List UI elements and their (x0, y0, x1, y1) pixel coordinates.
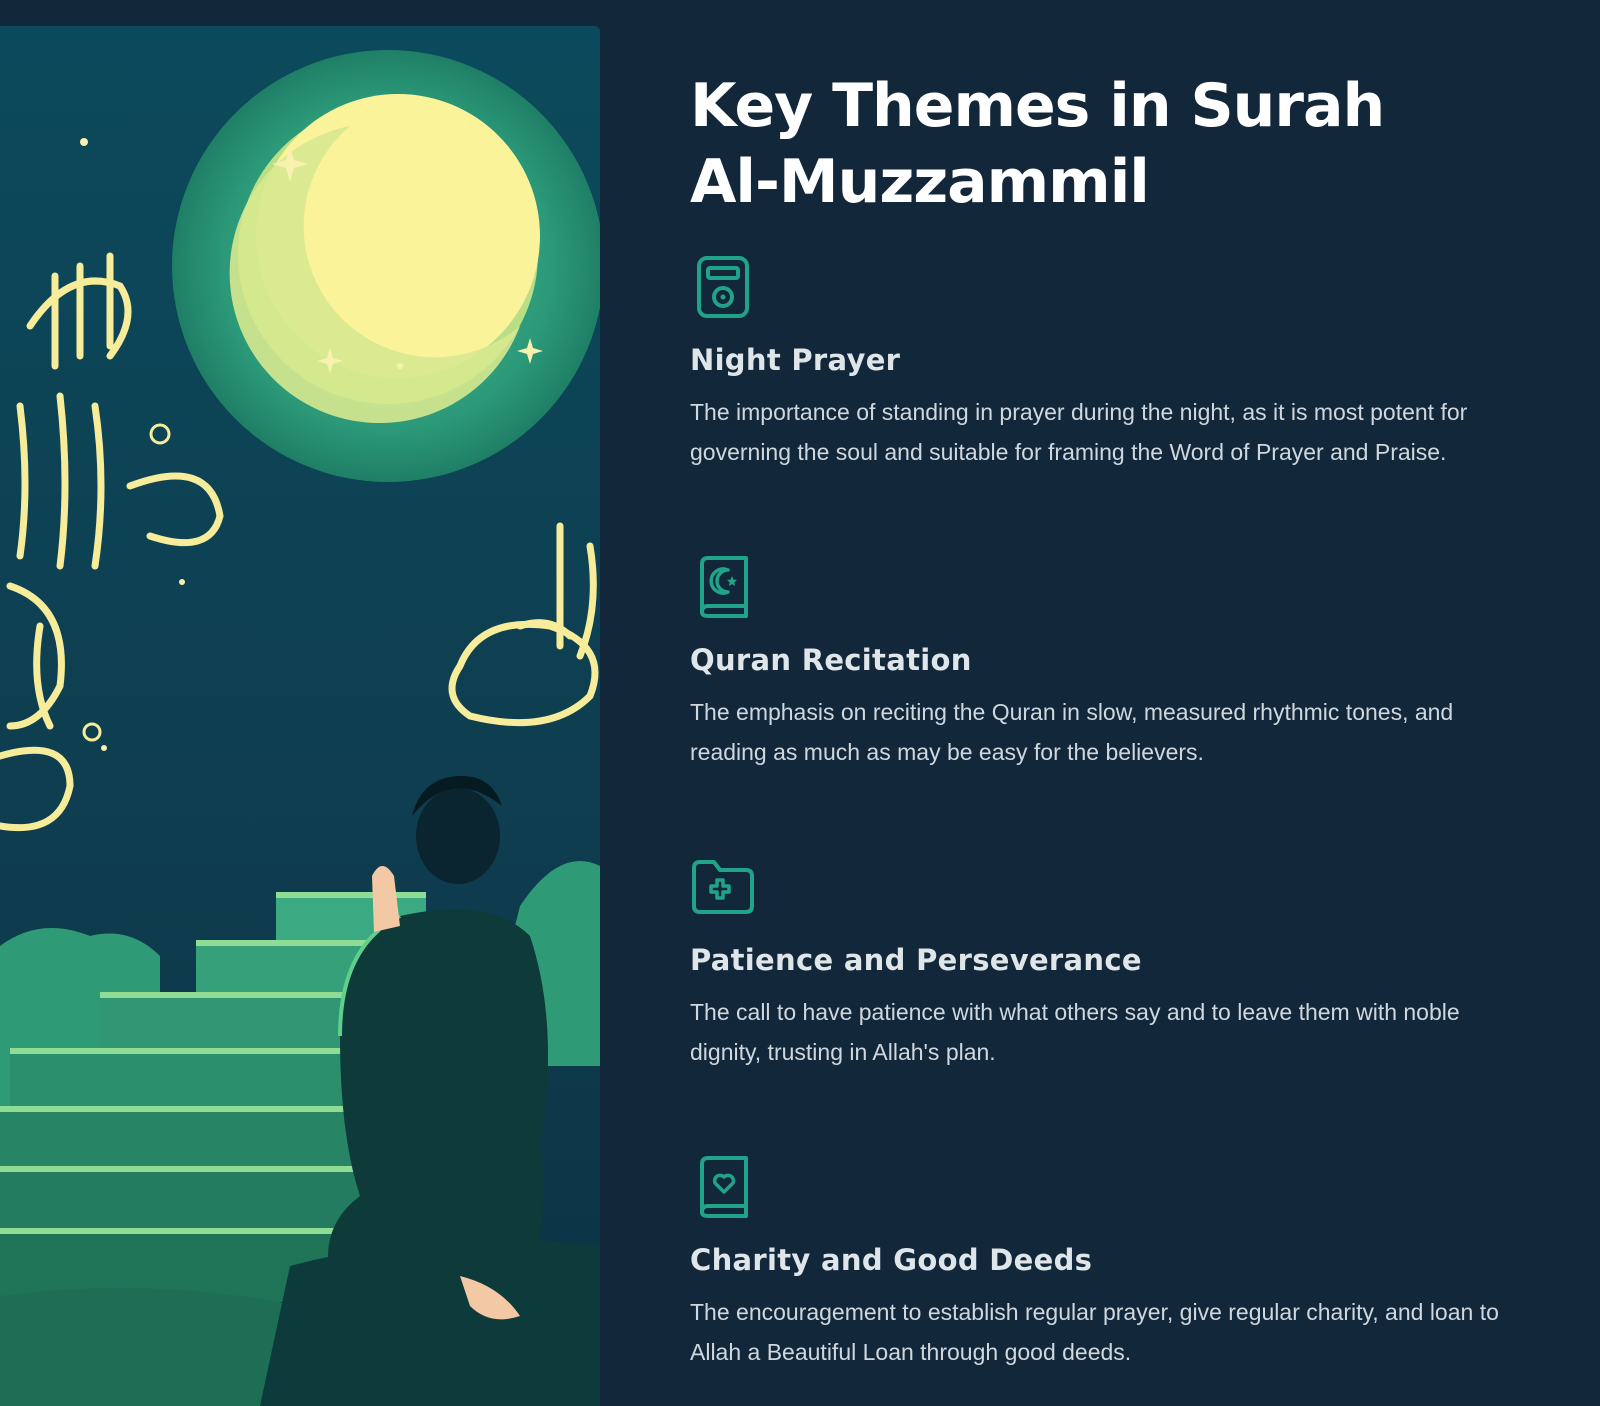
page-title: Key Themes in Surah Al-Muzzammil (690, 71, 1385, 217)
folder-plus-icon (690, 854, 756, 920)
device-icon (690, 254, 756, 320)
theme-quran-recitation (690, 554, 1530, 772)
theme-description: The importance of standing in prayer during the night, as it is most potent for governing the soul and suitable for framing the Word of Prayer and Praise. (690, 399, 1468, 465)
theme-title: Patience and Perseverance (690, 943, 1142, 977)
book-crescent-icon (690, 554, 756, 620)
hero-illustration (0, 26, 600, 1406)
theme-description: The call to have patience with what others say and to leave them with noble dignity, trusting in Allah's plan. (690, 999, 1460, 1065)
theme-charity (690, 1154, 1530, 1372)
theme-patience (690, 854, 1530, 1072)
theme-description: The emphasis on reciting the Quran in slow, measured rhythmic tones, and reading as much as may be easy for the believers. (690, 699, 1454, 765)
theme-description: The encouragement to establish regular prayer, give regular charity, and loan to Allah a Beautiful Loan through good deeds. (690, 1299, 1499, 1365)
themes-panel (690, 68, 1530, 1365)
theme-title: Charity and Good Deeds (690, 1243, 1093, 1277)
theme-night-prayer (690, 254, 1530, 472)
theme-title: Night Prayer (690, 343, 901, 377)
book-heart-icon (690, 1154, 756, 1220)
theme-title: Quran Recitation (690, 643, 972, 677)
